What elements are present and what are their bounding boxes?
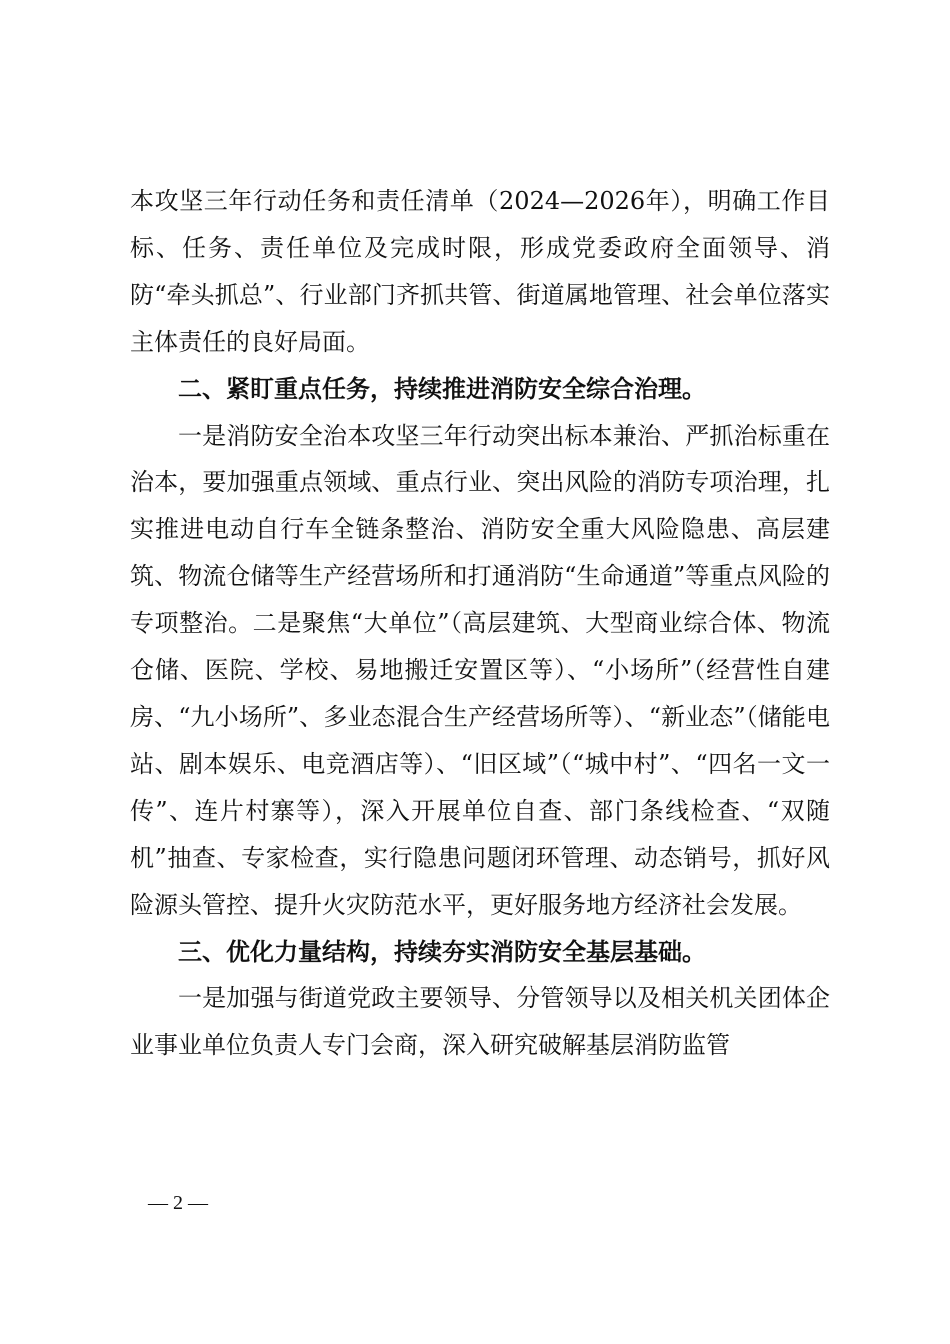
document-body — [130, 178, 830, 1069]
paragraph-section-3-body: 一是加强与街道党政主要领导、分管领导以及相关机关团体企业事业单位负责人专门会商，深入研究破解基层消防监管 — [130, 984, 830, 1060]
paragraph-continuation: 本攻坚三年行动任务和责任清单（2024—2026年），明确工作目标、任务、责任单位及完成时限，形成党委政府全面领导、消防“牵头抓总”、行业部门齐抓共管、街道属地管理、社会单位落实主体责任的良好局面。 — [130, 187, 830, 356]
page-number: — 2 — — [148, 1192, 208, 1214]
section-heading-2: 二、紧盯重点任务，持续推进消防安全综合治理。 — [178, 374, 706, 403]
paragraph-section-2-body: 一是消防安全治本攻坚三年行动突出标本兼治、严抓治标重在治本，要加强重点领域、重点行业、突出风险的消防专项治理，扎实推进电动自行车全链条整治、消防安全重大风险隐患、高层建筑、物流仓储等生产经营场所和打通消防“生命通道”等重点风险的专项整治。二是聚焦“大单位”（高层建筑、大型商业综合体、物流仓储、医院、学校、易地搬迁安置区等）、“小场所”（经营性自建房、“九小场所”、多业态混合生产经营场所等）、“新业态”（储能电站、剧本娱乐、电竞酒店等）、“旧区域”（“城中村”、“四名一文一传”、连片村寨等），深入开展单位自查、部门条线检查、“双随机”抽查、专家检查，实行隐患问题闭环管理、动态销号，抓好风险源头管控、提升火灾防范水平，更好服务地方经济社会发展。 — [130, 421, 830, 919]
section-heading-3: 三、优化力量结构，持续夯实消防安全基层基础。 — [178, 937, 706, 966]
